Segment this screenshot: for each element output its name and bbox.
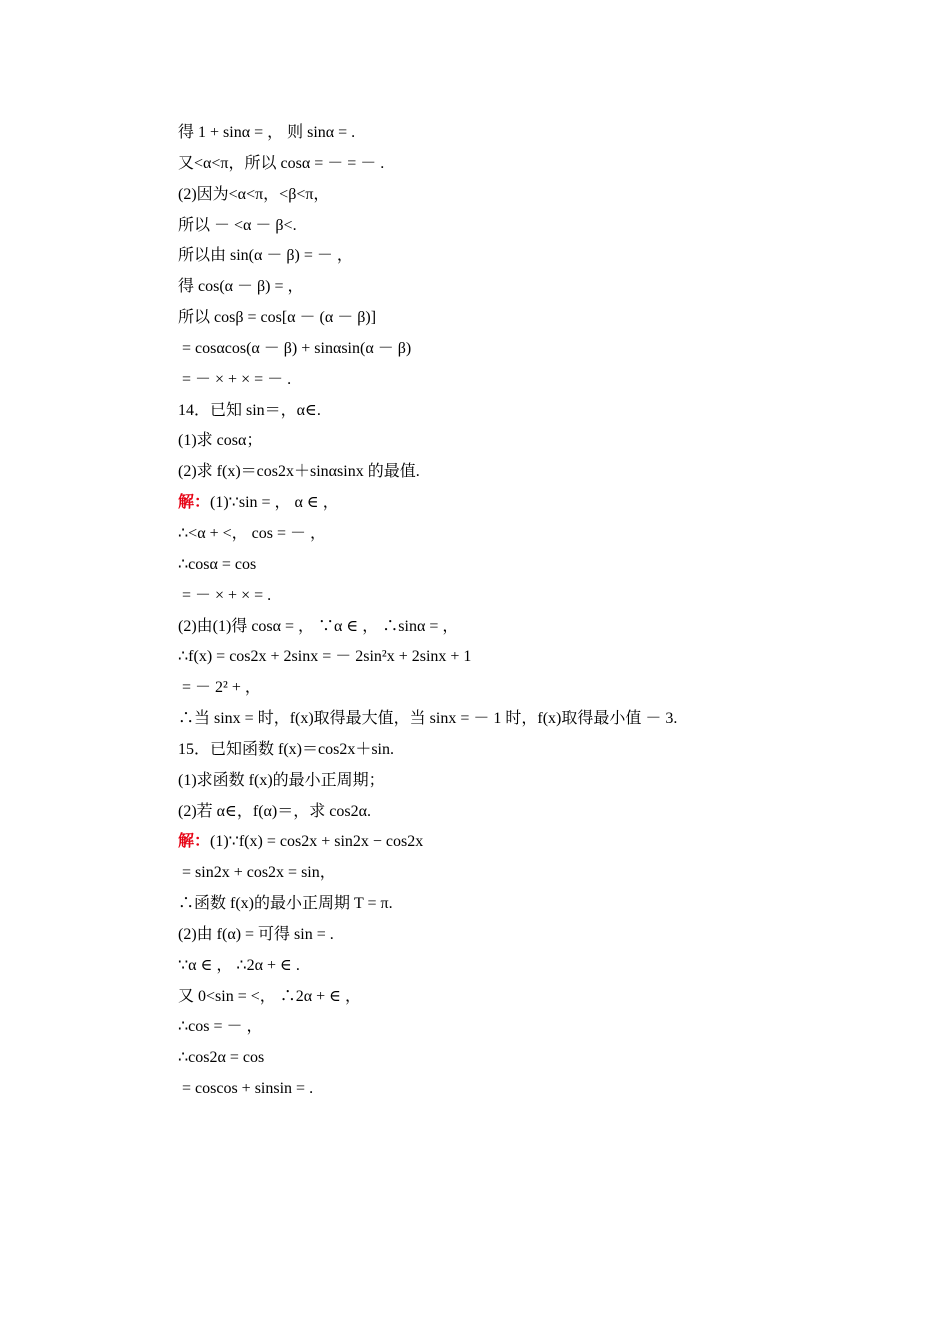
line-text: = － 2² + ， — [178, 679, 261, 697]
text-line — [178, 766, 878, 797]
line-text: 14．已知 sin＝，α∈. — [178, 401, 321, 419]
text-line — [178, 211, 878, 242]
text-line — [178, 272, 878, 303]
text-line — [178, 951, 878, 982]
text-line — [178, 797, 878, 828]
line-text: 又<α<π，所以 cosα = － = － . — [178, 154, 385, 172]
line-text: ∴cos2α = cos — [178, 1049, 265, 1067]
text-line — [178, 581, 878, 612]
text-line — [178, 827, 878, 858]
line-text: (2)由 f(α) = 可得 sin = . — [178, 925, 334, 943]
line-text: (1)求 cosα； — [178, 432, 263, 450]
line-text: (1)求函数 f(x)的最小正周期； — [178, 771, 385, 789]
text-line — [178, 488, 878, 519]
text-line — [178, 457, 878, 488]
text-line — [178, 426, 878, 457]
line-text: ∴cosα = cos — [178, 555, 257, 573]
text-line — [178, 118, 878, 149]
line-text: ∴<α + <， cos = － ， — [178, 524, 326, 542]
text-line — [178, 303, 878, 334]
text-line — [178, 519, 878, 550]
text-line — [178, 1043, 878, 1074]
line-text: = sin2x + cos2x = sin， — [178, 864, 336, 882]
line-text: = － × + × = － . — [178, 370, 292, 388]
line-text: 所以 cosβ = cos[α － (α － β)] — [178, 309, 377, 327]
text-line — [178, 396, 878, 427]
line-text: ∴f(x) = cos2x + 2sinx = － 2sin²x + 2sinx + 1 — [178, 648, 472, 666]
line-text: 又 0<sin = <， ∴2α + ∈ ， — [178, 987, 361, 1005]
line-text: ∴当 sinx = 时，f(x)取得最大值，当 sinx = － 1 时，f(x)取得最小值 － 3. — [178, 710, 678, 728]
text-line — [178, 365, 878, 396]
text-line — [178, 889, 878, 920]
line-text: (1)∵f(x) = cos2x + sin2x − cos2x — [210, 833, 424, 851]
line-text: (2)若 α∈，f(α)＝，求 cos2α. — [178, 802, 371, 820]
line-text: (2)因为<α<π，<β<π， — [178, 185, 330, 203]
line-text: 所以 － <α － β<. — [178, 216, 297, 234]
text-line — [178, 982, 878, 1013]
line-text: 得 cos(α － β) = ， — [178, 278, 304, 296]
solution-label: 解： — [178, 833, 211, 851]
line-text: = － × + × = . — [178, 586, 272, 604]
line-text: (1)∵sin = ， α ∈ ， — [210, 494, 339, 512]
text-line — [178, 334, 878, 365]
text-line — [178, 704, 878, 735]
line-text: 所以由 sin(α － β) = － ， — [178, 247, 353, 265]
text-line — [178, 920, 878, 951]
line-text: 15．已知函数 f(x)＝cos2x＋sin. — [178, 740, 394, 758]
line-text: ∴函数 f(x)的最小正周期 T = π. — [178, 895, 393, 913]
line-text: (2)求 f(x)＝cos2x＋sinαsinx 的最值. — [178, 463, 420, 481]
line-text: (2)由(1)得 cosα = ， ∵α ∈ ， ∴sinα = ， — [178, 617, 459, 635]
line-text: = cosαcos(α － β) + sinαsin(α － β) — [178, 339, 412, 357]
text-line — [178, 735, 878, 766]
text-line — [178, 858, 878, 889]
document-body — [178, 118, 878, 1105]
line-text: ∴cos = － ， — [178, 1018, 263, 1036]
line-text: ∵α ∈ ， ∴2α + ∈ . — [178, 956, 300, 974]
text-line — [178, 1074, 878, 1105]
text-line — [178, 550, 878, 581]
text-line — [178, 673, 878, 704]
text-line — [178, 180, 878, 211]
text-line — [178, 241, 878, 272]
text-line — [178, 149, 878, 180]
text-line — [178, 612, 878, 643]
line-text: = coscos + sinsin = . — [178, 1080, 314, 1098]
solution-label: 解： — [178, 494, 211, 512]
text-line — [178, 642, 878, 673]
line-text: 得 1 + sinα = ， 则 sinα = . — [178, 124, 356, 141]
text-line — [178, 1012, 878, 1043]
